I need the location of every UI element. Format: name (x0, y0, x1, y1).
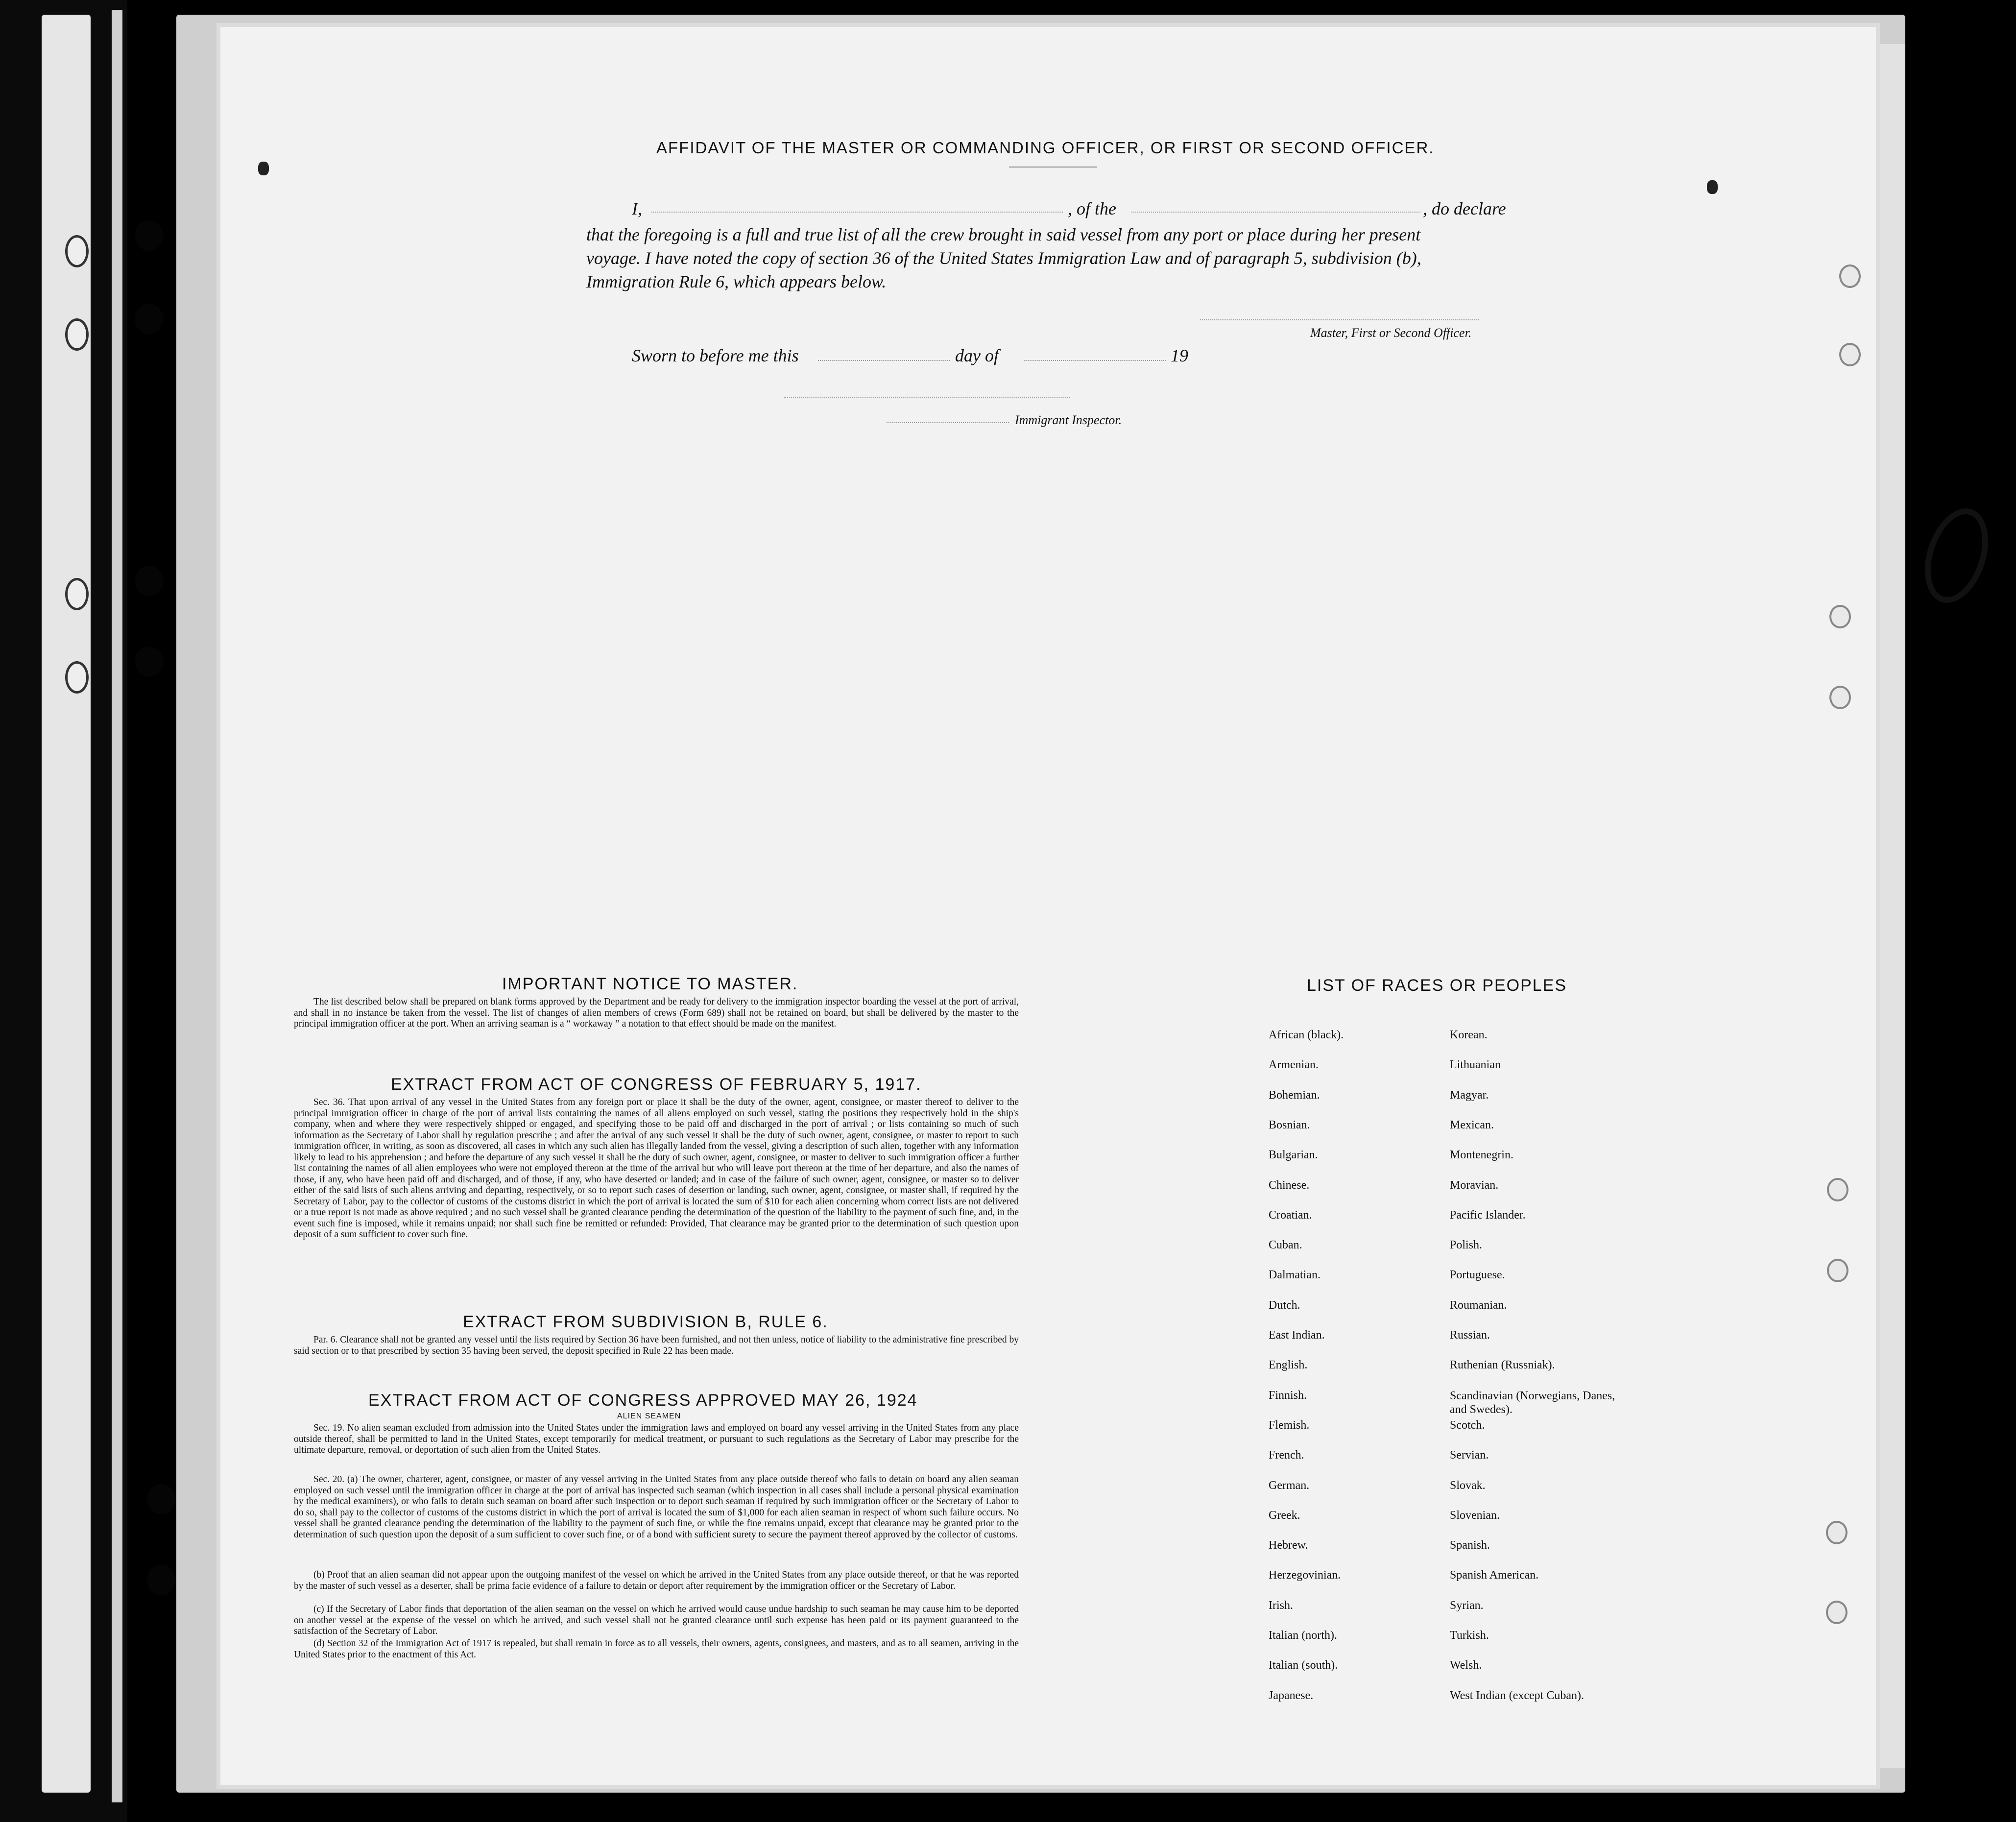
race-item: Cuban. (1269, 1239, 1302, 1252)
race-item: Hebrew. (1269, 1539, 1308, 1552)
handwritten-o-mark (1914, 500, 1999, 611)
race-item: Ruthenian (Russniak). (1450, 1359, 1555, 1372)
extract-1924-title: EXTRACT FROM ACT OF CONGRESS APPROVED MAY 26, 1924 (368, 1391, 918, 1410)
master-caption: Master, First or Second Officer. (1310, 326, 1472, 340)
races-title: LIST OF RACES OR PEOPLES (1307, 976, 1567, 995)
extract-1924-sec20a: Sec. 20. (a) The owner, charterer, agent, consignee, or master of any vessel arriving in the United States from any place outside thereof who fails to detain on board any alien seaman employed on such vessel until the immigration officer in charge at the port of arrival has inspected such seaman (which inspection in all cases shall include a personal physical examination by the medical examiners), or who fails to detain such seaman on board after such inspection or to deport such seaman if required by such immigration officer or the Secretary of Labor to do so, shall pay to the collector of customs of the customs district in which the port of arrival is located the sum of $1,000 for each alien seaman in respect of whom such failure occurs. No vessel shall be granted clearance pending the determination of the liability to the payment of such fine, or while the fine remains unpaid, except that clearance may be granted prior to the determination of such question upon the deposit of a sum sufficient to cover such fine, or of a bond with sufficient surety to secure the payment thereof approved by the collector of customs. (294, 1474, 1019, 1540)
page-punch-hole (1839, 343, 1861, 366)
race-item: Lithuanian (1450, 1058, 1501, 1072)
race-item: Armenian. (1269, 1058, 1319, 1072)
race-item: Finnish. (1269, 1389, 1307, 1402)
race-item: Flemish. (1269, 1418, 1310, 1432)
extract-1924-subtitle: ALIEN SEAMEN (617, 1412, 681, 1420)
page-edge-shadow (1876, 44, 1905, 1768)
name-blank-line[interactable] (651, 212, 1063, 213)
race-item: Japanese. (1269, 1689, 1314, 1702)
race-item: Bohemian. (1269, 1088, 1320, 1102)
race-item: Portuguese. (1450, 1269, 1505, 1282)
sworn-year-prefix: 19 (1171, 346, 1188, 365)
punch-hole (147, 1565, 175, 1595)
binder-ring (65, 235, 89, 267)
race-item: Italian (south). (1269, 1659, 1338, 1672)
binder-ring (65, 661, 89, 694)
race-item: Magyar. (1450, 1088, 1489, 1102)
affidavit-title: AFFIDAVIT OF THE MASTER OR COMMANDING OFFICER, OR FIRST OR SECOND OFFICER. (656, 139, 1435, 157)
page-punch-hole (1826, 1521, 1848, 1544)
race-item: Scotch. (1450, 1418, 1485, 1432)
race-item: Russian. (1450, 1329, 1490, 1342)
notice-title: IMPORTANT NOTICE TO MASTER. (502, 975, 798, 993)
race-item: English. (1269, 1359, 1308, 1372)
binder-ring (65, 318, 89, 351)
race-item: Spanish American. (1450, 1569, 1539, 1582)
race-item: Herzegovinian. (1269, 1569, 1341, 1582)
race-item: Dutch. (1269, 1298, 1300, 1312)
race-item: Servian. (1450, 1449, 1489, 1462)
race-item: Polish. (1450, 1239, 1483, 1252)
race-item: Roumanian. (1450, 1298, 1507, 1312)
extract-rule6-text: Par. 6. Clearance shall not be granted any vessel until the lists required by Section 36 have been furnished, and not then unless, notice of liability to the administrative fine prescribed by said section or to that prescribed by section 35 having been served, the deposit specified in Rule 22 has been made. (294, 1335, 1019, 1356)
page-punch-hole (1827, 1259, 1848, 1282)
race-item: Mexican. (1450, 1118, 1494, 1131)
ink-mark (258, 162, 269, 175)
inspector-line-lower[interactable] (887, 422, 1009, 423)
extract-1917-text: Sec. 36. That upon arrival of any vessel in the United States from any foreign port or place it shall be the duty of the owner, agent, consignee, or master thereof to deliver to the principal immigration officer in charge of the port of arrival lists containing the names of all aliens employed on such vessel, stating the positions they respectively hold in the ship's company, when and where they were respectively shipped or engaged, and specifying those to be paid off and discharged in the port of arrival ; or lists containing so much of such information as the Secretary of Labor shall by regulation prescribe ; and after the arrival of any such vessel it shall be the duty of such owner, agent, consignee, or master to report to such immigration officer, in writing, as soon as discovered, all cases in which any such alien has illegally landed from the vessel, giving a description of such alien, together with any information likely to lead to his apprehension ; and before the departure of any such vessel it shall be the duty of such owner, agent, consignee, or master to deliver to such immigration officer a further list containing the names of all alien employees who were not employed thereon at the time of the arrival but who will leave port thereon at the time of her departure, and also the names of those, if any, who have been paid off and discharged, and of those, if any, who have deserted or landed; and in case of the failure of such owner, agent, consignee, or master so to deliver either of the said lists of such aliens arriving and departing, respectively, or so to report such cases of desertion or landing, such owner, agent, consignee, or master shall, if required by the Secretary of Labor, pay to the collector of customs of the customs district in which the port of arrival is located the sum of $10 for each alien concerning whom correct lists are not delivered or a true report is not made as above required ; and no such vessel shall be granted clearance pending the determination of the question of the liability to the payment of such fine, and, in the event such fine is imposed, while it remains unpaid; nor shall such fine be remitted or refunded: Provided, That clearance may be granted prior to the determination of such question upon deposit of a sum sufficient to cover such fine. (294, 1097, 1019, 1240)
sworn-prefix: Sworn to before me this (632, 346, 799, 365)
binder-strip (42, 15, 91, 1793)
title-underline (1009, 167, 1097, 168)
page-punch-hole (1829, 686, 1851, 709)
race-item: African (black). (1269, 1029, 1344, 1041)
day-blank-line[interactable] (818, 360, 950, 361)
punch-hole (135, 566, 163, 596)
signature-line[interactable] (1200, 319, 1479, 320)
race-item: Irish. (1269, 1599, 1293, 1612)
punch-hole (135, 304, 163, 334)
race-item: Slovenian. (1450, 1509, 1500, 1522)
race-item: Welsh. (1450, 1659, 1482, 1672)
binder-ring (65, 578, 89, 610)
notice-text: The list described below shall be prepared on blank forms approved by the Department and be ready for delivery to the immigration inspector boarding the vessel at the port of arrival, and shall in no instance be taken from the vessel. The list of changes of alien members of crews (Form 689) shall not be retained on board, but shall be delivered by the master to the principal immigration officer at the port. When an arriving seaman is a “ workaway ” a notation to that effect should be made on the manifest. (294, 997, 1019, 1029)
race-item: German. (1269, 1479, 1310, 1492)
race-item: Croatian. (1269, 1208, 1312, 1222)
affidavit-i-label: I, (632, 199, 642, 218)
inspector-line-upper[interactable] (784, 397, 1070, 398)
race-item: Chinese. (1269, 1178, 1310, 1192)
punch-hole (135, 220, 163, 251)
affidavit-do-declare: , do declare (1423, 199, 1506, 218)
extract-rule6-title: EXTRACT FROM SUBDIVISION B, RULE 6. (463, 1313, 828, 1331)
page-punch-hole (1829, 605, 1851, 628)
race-item: French. (1269, 1449, 1304, 1462)
extract-1917-title: EXTRACT FROM ACT OF CONGRESS OF FEBRUARY 5, 1917. (391, 1075, 922, 1094)
binder-edge (112, 10, 122, 1802)
race-item: Bulgarian. (1269, 1149, 1318, 1162)
race-item: Montenegrin. (1450, 1149, 1513, 1162)
race-item: Syrian. (1450, 1599, 1484, 1612)
race-item: West Indian (except Cuban). (1450, 1689, 1584, 1702)
punch-hole (147, 1484, 175, 1514)
page-punch-hole (1839, 264, 1861, 288)
race-item: Korean. (1450, 1029, 1488, 1041)
page-punch-hole (1827, 1178, 1848, 1201)
race-item: Dalmatian. (1269, 1269, 1320, 1282)
race-item: Scandinavian (Norwegians, Danes, and Swedes). (1450, 1389, 1615, 1416)
inspector-caption: Immigrant Inspector. (1015, 413, 1122, 427)
ink-mark (1707, 180, 1718, 194)
affidavit-of-the: , of the (1068, 199, 1116, 218)
extract-1924-sec20b: (b) Proof that an alien seaman did not appear upon the outgoing manifest of the vessel on which he arrived in the United States from any place outside thereof, or that he was reported by the master of such vessel as a deserter, shall be prima facie evidence of a failure to detain or deport after requirement by the immigration officer or the Secretary of Labor. (294, 1570, 1019, 1591)
race-item: Slovak. (1450, 1479, 1486, 1492)
race-item: Turkish. (1450, 1629, 1489, 1642)
race-item: Moravian. (1450, 1178, 1499, 1192)
race-item: Spanish. (1450, 1539, 1490, 1552)
punch-hole (135, 647, 163, 677)
extract-1924-sec19: Sec. 19. No alien seaman excluded from admission into the United States under the immigration laws and employed on board any vessel arriving in the United States from any place outside thereof, shall be permitted to land in the United States, except temporarily for medical treatment, or pursuant to such regulations as the Secretary of Labor may prescribe for the ultimate departure, removal, or deportation of such alien from the United States. (294, 1423, 1019, 1455)
month-blank-line[interactable] (1024, 360, 1166, 361)
race-item: Italian (north). (1269, 1629, 1337, 1642)
sworn-day-of: day of (955, 346, 999, 365)
affidavit-body-line-1: that the foregoing is a full and true list of all the crew brought in said vessel from any port or place during her present (586, 225, 1421, 244)
extract-1924-sec20d: (d) Section 32 of the Immigration Act of 1917 is repealed, but shall remain in force as to all vessels, their owners, agents, consignees, and masters, and as to all seamen, arriving in the United States prior to the enactment of this Act. (294, 1638, 1019, 1660)
race-item: Greek. (1269, 1509, 1300, 1522)
affidavit-body-line-2: voyage. I have noted the copy of section 36 of the United States Immigration Law and of paragraph 5, subdivision (b), (586, 248, 1421, 268)
race-item: Pacific Islander. (1450, 1208, 1526, 1222)
vessel-blank-line[interactable] (1131, 212, 1420, 213)
binder-background (0, 0, 127, 1822)
extract-1924-sec20c: (c) If the Secretary of Labor finds that deportation of the alien seaman on the vessel on which he arrived would cause undue hardship to such seaman he may cause him to be deported on another vessel at the expense of the vessel on which he arrived, and such vessel shall not be granted clearance until such expense has been paid or its payment guaranteed to the satisfaction of the Secretary of Labor. (294, 1604, 1019, 1636)
race-item: Bosnian. (1269, 1118, 1310, 1131)
page-punch-hole (1826, 1601, 1848, 1624)
race-item: East Indian. (1269, 1329, 1325, 1342)
affidavit-body-line-3: Immigration Rule 6, which appears below. (586, 272, 887, 291)
